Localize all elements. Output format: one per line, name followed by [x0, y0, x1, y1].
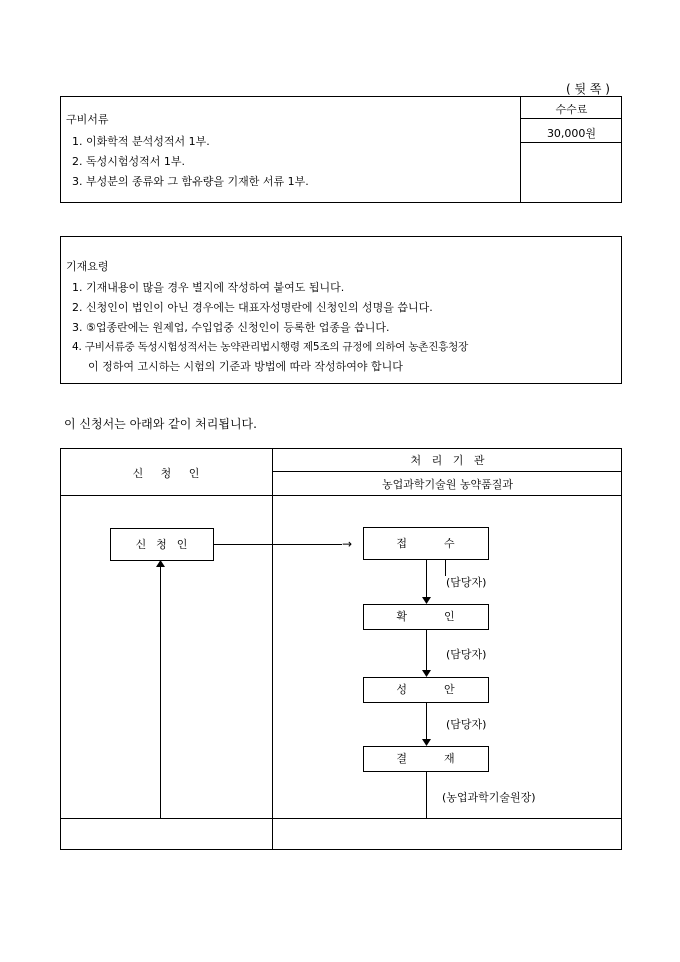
up-arrow-icon [156, 560, 165, 568]
process-intro: 이 신청서는 아래와 같이 처리됩니다. [64, 417, 257, 431]
handler-label: (담당자) [446, 576, 487, 589]
fee-value: 30,000원 [546, 127, 597, 140]
step-confirm: 확 인 [363, 604, 489, 630]
documents-title: 구비서류 [66, 113, 109, 126]
applicant-column-header: 신 청 인 [132, 467, 200, 480]
return-line-vertical [160, 561, 161, 818]
fee-divider-h1 [520, 118, 622, 119]
agency-name: 농업과학기술원 농약품질과 [381, 478, 513, 491]
connector-3 [426, 703, 427, 739]
down-arrow-icon [422, 670, 431, 677]
applicant-box: 신 청 인 [110, 528, 214, 561]
header-row-divider [60, 495, 622, 496]
agency-header-divider [272, 471, 622, 472]
step-draft: 성 안 [363, 677, 489, 703]
fee-label: 수수료 [555, 103, 588, 116]
down-arrow-icon [422, 739, 431, 746]
fee-divider-h2 [520, 142, 622, 143]
instructions-title: 기재요령 [66, 260, 109, 273]
instruction-item: 4. 구비서류중 독성시험성적서는 농약관리법시행령 제5조의 규정에 의하여 농촌진흥청장 [72, 341, 469, 353]
document-item: 2. 독성시험성적서 1부. [72, 155, 185, 168]
document-item: 1. 이화학적 분석성적서 1부. [72, 135, 210, 148]
process-column-divider [272, 448, 273, 850]
reverse-side-label: ( 뒷 쪽 ) [566, 82, 610, 96]
applicant-to-receipt-line [214, 544, 342, 545]
step-receipt: 접 수 [363, 527, 489, 560]
connector-1 [426, 560, 427, 598]
instruction-item: 3. ⑤업종란에는 원제업, 수입업중 신청인이 등록한 업종을 씁니다. [72, 321, 390, 334]
instruction-item: 1. 기재내용이 많을 경우 별지에 작성하여 붙여도 됩니다. [72, 281, 345, 294]
down-arrow-icon [422, 597, 431, 604]
instruction-item: 2. 신청인이 법인이 아닌 경우에는 대표자성명란에 신청인의 성명을 씁니다. [72, 301, 433, 314]
right-arrow-glyph: → [342, 537, 353, 551]
connector-2 [426, 630, 427, 670]
process-table [60, 448, 622, 850]
handler-label: (담당자) [446, 648, 487, 661]
step-approval: 결 재 [363, 746, 489, 772]
agency-column-header: 처 리 기 관 [410, 454, 485, 467]
instruction-item-continuation: 이 정하여 고시하는 시험의 기준과 방법에 따라 작성하여야 합니다 [88, 360, 403, 373]
document-item: 3. 부성분의 종류와 그 함유량을 기재한 서류 1부. [72, 175, 309, 188]
footer-row-divider [60, 818, 622, 819]
connector-4 [426, 772, 427, 818]
final-authority-label: (농업과학기술원장) [442, 791, 536, 804]
handler-label: (담당자) [446, 718, 487, 731]
